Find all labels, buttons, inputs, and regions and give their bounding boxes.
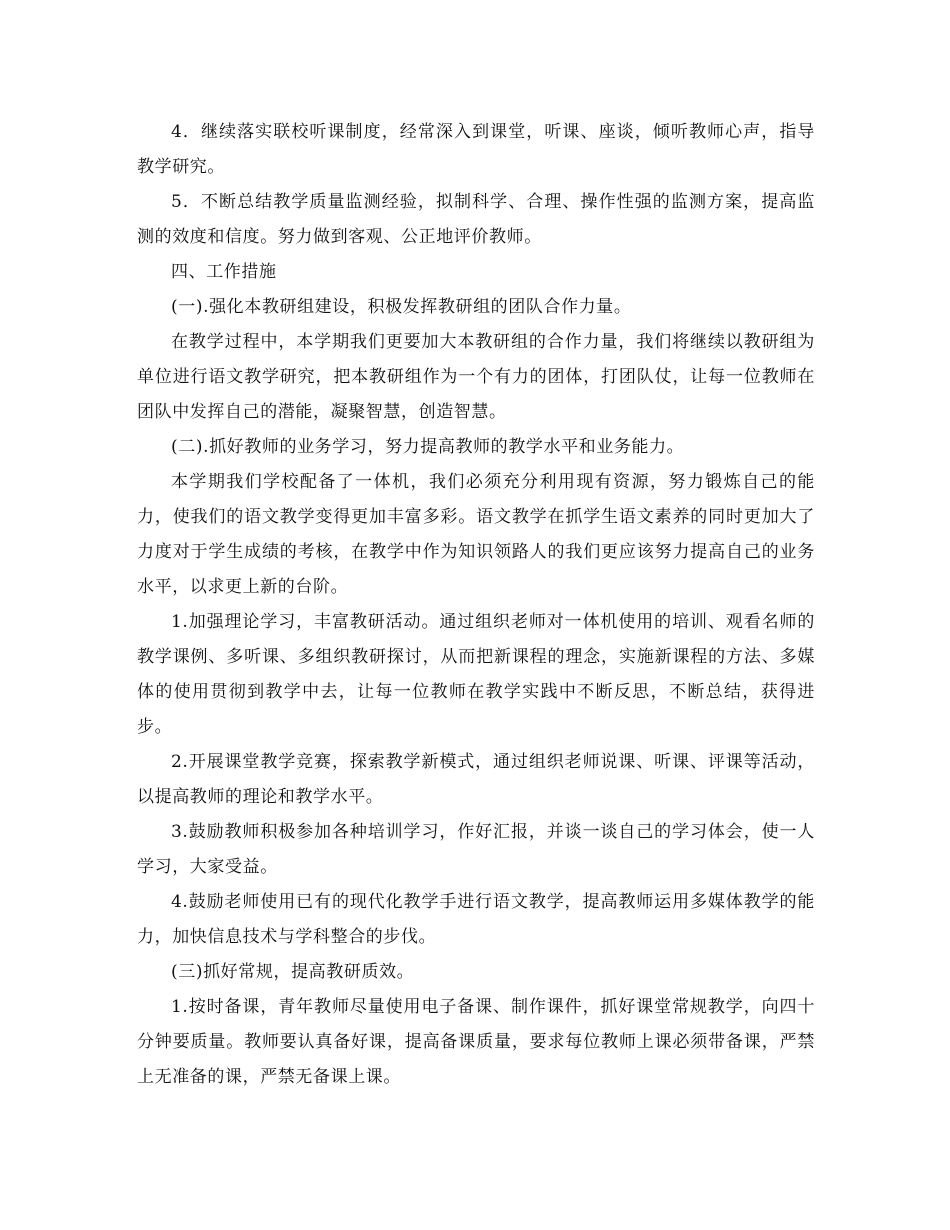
subsection-heading-3: (三)抓好常规，提高教研质效。	[171, 962, 415, 982]
list-item-2: 2.开展课堂教学竞赛，探索教学新模式，通过组织老师说课、听课、评课等活动，以提高教师的理论和教学水平。	[137, 752, 815, 807]
subsection-heading-1: (一).强化本教研组建设，积极发挥教研组的团队合作力量。	[171, 297, 632, 317]
subsection-heading-2: (二).抓好教师的业务学习，努力提高教师的教学水平和业务能力。	[171, 437, 685, 457]
document-body	[137, 115, 815, 1095]
paragraph-team-cooperation: 在教学过程中，本学期我们更要加大本教研组的合作力量，我们将继续以教研组为单位进行语文教学研究，把本教研组作为一个有力的团体，打团队仗，让每一位教师在团队中发挥自己的潜能，凝聚智慧，创造智慧。	[137, 332, 815, 422]
paragraph-item-5: 5．不断总结教学质量监测经验，拟制科学、合理、操作性强的监测方案，提高监测的效度和信度。努力做到客观、公正地评价教师。	[137, 192, 815, 247]
paragraph-item-4: 4．继续落实联校听课制度，经常深入到课堂，听课、座谈，倾听教师心声，指导教学研究。	[137, 122, 815, 177]
list-item-1: 1.加强理论学习，丰富教研活动。通过组织老师对一体机使用的培训、观看名师的教学课例、多听课、多组织教研探讨，从而把新课程的理念，实施新课程的方法、多媒体的使用贯彻到教学中去，让每一位教师在教学实践中不断反思，不断总结，获得进步。	[137, 612, 815, 737]
list-item-4: 4.鼓励老师使用已有的现代化教学手进行语文教学，提高教师运用多媒体教学的能力，加快信息技术与学科整合的步伐。	[137, 892, 815, 947]
section-heading-measures: 四、工作措施	[171, 262, 277, 282]
paragraph-business-study: 本学期我们学校配备了一体机，我们必须充分利用现有资源，努力锻炼自己的能力，使我们的语文教学变得更加丰富多彩。语文教学在抓学生语文素养的同时更加大了力度对于学生成绩的考核，在教学中作为知识领路人的我们更应该努力提高自己的业务水平，以求更上新的台阶。	[137, 472, 815, 597]
list-item-3: 3.鼓励教师积极参加各种培训学习，作好汇报，并谈一谈自己的学习体会，使一人学习，大家受益。	[137, 822, 815, 877]
list-item-lesson-prep: 1.按时备课，青年教师尽量使用电子备课、制作课件，抓好课堂常规教学，向四十分钟要质量。教师要认真备好课，提高备课质量，要求每位教师上课必须带备课，严禁上无准备的课，严禁无备课上课。	[137, 997, 815, 1087]
